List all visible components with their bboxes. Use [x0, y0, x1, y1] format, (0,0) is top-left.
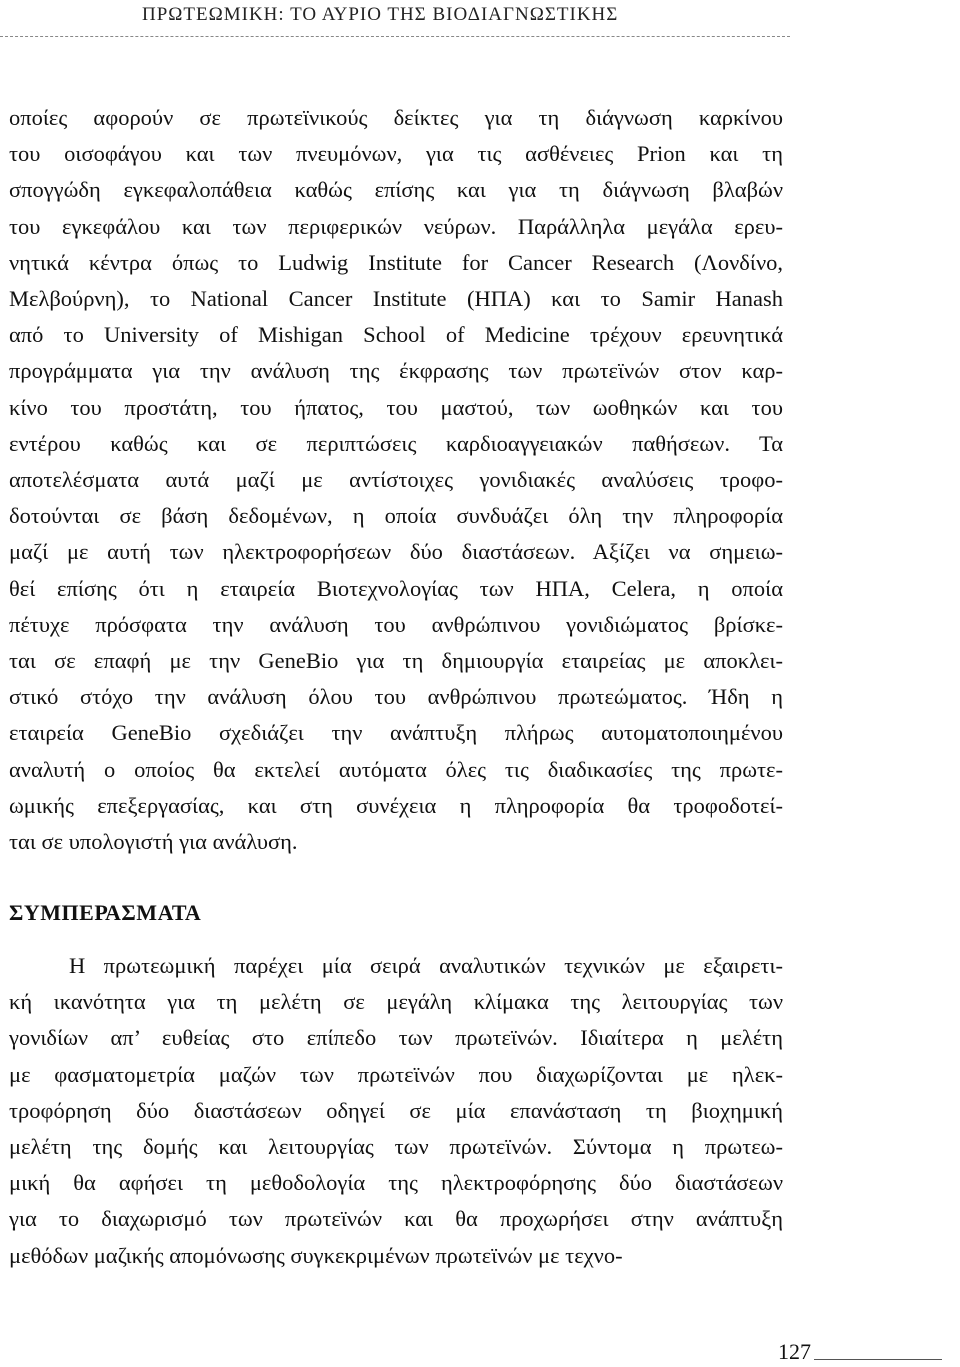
text-line: θεί επίσης ότι η εταιρεία Βιοτεχνολογίας των ΗΠΑ, Celera, η οποία [9, 575, 783, 601]
text-line: εντέρου καθώς και σε περιπτώσεις καρδιοαγγειακών παθήσεων. Τα [9, 430, 783, 456]
text-line: αναλυτή ο οποίος θα εκτελεί αυτόματα όλες τις διαδικασίες της πρωτε- [9, 756, 783, 782]
text-line: από το University of Mishigan School of Medicine τρέχουν ερευνητικά [9, 322, 783, 348]
text-line: κίνο του προστάτη, του ήπατος, του μαστού, των ωοθηκών και του [9, 394, 783, 420]
text-line: μελέτη της δομής και λειτουργίας των πρωτεϊνών. Σύντομα η πρωτεω- [9, 1134, 783, 1160]
text-line: ται σε επαφή με την GeneBio για τη δημιουργία εταιρείας με αποκλει- [9, 648, 783, 674]
text-line: πέτυχε πρόσφατα την ανάλυση του ανθρώπινου γονιδιώματος βρίσκε- [9, 611, 783, 637]
text-line: Η πρωτεωμική παρέχει μία σειρά αναλυτικών τεχνικών με εξαιρετι- [69, 953, 783, 978]
text-line: για το διαχωρισμό των πρωτεϊνών και θα προχωρήσει στην ανάπτυξη [9, 1206, 783, 1232]
text-line: τροφόρηση δύο διαστάσεων οδηγεί σε μία επανάσταση τη βιοχημική [9, 1097, 783, 1123]
text-line: σπογγώδη εγκεφαλοπάθεια καθώς επίσης και για τη διάγνωση βλαβών [9, 177, 783, 203]
text-line: κή ικανότητα για τη μελέτη σε μεγάλη κλίμακα της λειτουργίας των [9, 989, 783, 1015]
running-header: ΠΡΩΤΕΩΜΙΚΗ: ΤΟ ΑΥΡΙΟ ΤΗΣ ΒΙΟΔΙΑΓΝΩΣΤΙΚΗΣ [142, 4, 619, 25]
paragraph-body [9, 100, 783, 860]
text-line: ται σε υπολογιστή για ανάλυση. [9, 829, 298, 855]
page-number-rule [814, 1359, 942, 1360]
text-line: μαζί με αυτή των ηλεκτροφορήσεων δύο διαστάσεων. Αξίζει να σημειω- [9, 539, 783, 565]
text-line: με φασματομετρία μαζών των πρωτεϊνών που διαχωρίζονται με ηλεκ- [9, 1061, 783, 1087]
text-line: του οισοφάγου και των πνευμόνων, για τις ασθένειες Prion και τη [9, 141, 783, 167]
text-line: Μελβούρνη), το National Cancer Institute (ΗΠΑ) και το Samir Hanash [9, 286, 783, 312]
section-heading: ΣΥΜΠΕΡΑΣΜΑΤΑ [9, 900, 202, 925]
text-line: μεθόδων μαζικής απομόνωσης συγκεκριμένων πρωτεϊνών με τεχνο- [9, 1242, 623, 1268]
conclusion-paragraph [9, 948, 783, 1274]
text-line: αποτελέσματα αυτά μαζί με αντίστοιχες γονιδιακές αναλύσεις τροφο- [9, 467, 783, 493]
text-line: του εγκεφάλου και των περιφερικών νεύρων. Παράλληλα μεγάλα ερευ- [9, 213, 783, 239]
text-line: δοτούνται σε βάση δεδομένων, η οποία συνδυάζει όλη την πληροφορία [9, 503, 783, 529]
text-line: οποίες αφορούν σε πρωτεϊνικούς δείκτες για τη διάγνωση καρκίνου [9, 105, 783, 130]
text-line: προγράμματα για την ανάλυση της έκφρασης των πρωτεϊνών στον καρ- [9, 358, 783, 384]
text-line: γονιδίων απ’ ευθείας στο επίπεδο των πρωτεϊνών. Ιδιαίτερα η μελέτη [9, 1025, 783, 1051]
text-line: μική θα αφήσει τη μεθοδολογία της ηλεκτροφόρησης δύο διαστάσεων [9, 1170, 783, 1196]
text-line: στικό στόχο την ανάλυση όλου του ανθρώπινου πρωτεώματος. Ήδη η [9, 684, 783, 710]
page-number: 127 [778, 1339, 811, 1364]
text-line: ωμικής επεξεργασίας, και στη συνέχεια η πληροφορία θα τροφοδοτεί- [9, 792, 783, 818]
text-line: εταιρεία GeneBio σχεδιάζει την ανάπτυξη πλήρως αυτοματοποιημένου [9, 720, 783, 746]
text-line: νητικά κέντρα όπως το Ludwig Institute for Cancer Research (Λονδίνο, [9, 249, 783, 275]
header-rule [0, 36, 790, 37]
